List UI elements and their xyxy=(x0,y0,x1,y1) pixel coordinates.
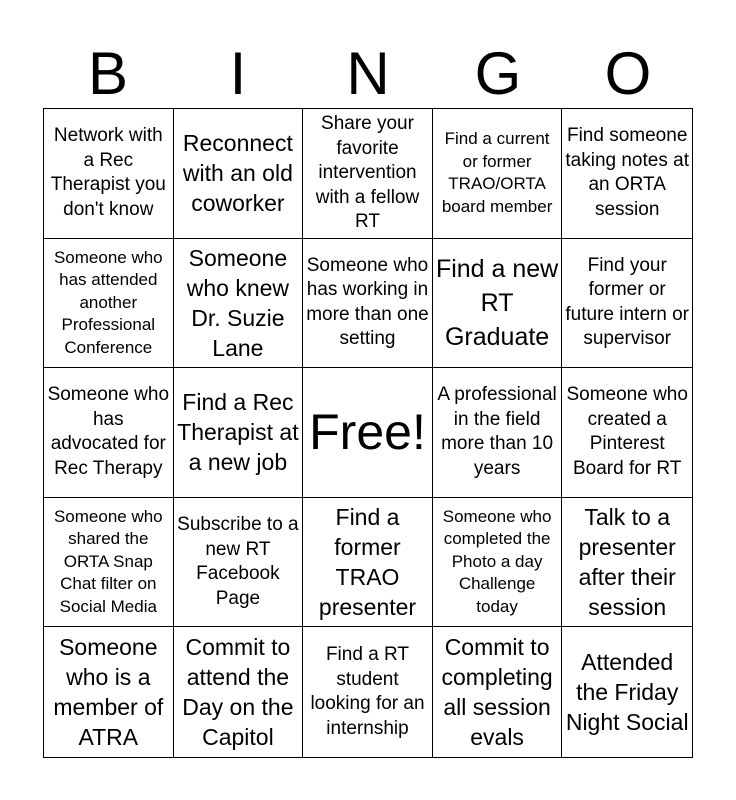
cell-text: Someone who has attended another Professional Conference xyxy=(53,247,163,357)
bingo-cell-r2c4[interactable] xyxy=(433,239,563,369)
bingo-card-grid xyxy=(43,108,693,758)
cell-text: Someone who created a Pinterest Board for RT xyxy=(566,384,688,479)
cell-text: Someone who is a member of ATRA xyxy=(53,634,164,751)
bingo-cell-free-space[interactable] xyxy=(303,368,433,498)
cell-text: Find a current or former TRAO/ORTA board member xyxy=(441,129,553,216)
bingo-cell-r3c5[interactable] xyxy=(562,368,692,498)
bingo-header xyxy=(43,40,693,108)
bingo-cell-r1c1[interactable] xyxy=(44,109,174,239)
cell-text: Subscribe to a new RT Facebook Page xyxy=(177,514,299,609)
cell-text: Find a new RT Graduate xyxy=(435,254,559,351)
cell-text: Talk to a presenter after their session xyxy=(578,504,676,621)
bingo-cell-r4c3[interactable] xyxy=(303,498,433,628)
bingo-cell-r2c3[interactable] xyxy=(303,239,433,369)
bingo-cell-r2c2[interactable] xyxy=(174,239,304,369)
cell-text: Find a Rec Therapist at a new job xyxy=(177,389,299,476)
bingo-cell-r5c4[interactable] xyxy=(433,627,563,757)
cell-text: Network with a Rec Therapist you don't know xyxy=(50,125,166,220)
cell-text: Find a RT student looking for an internship xyxy=(310,644,425,739)
header-letter-o: O xyxy=(604,40,652,107)
header-letter-i: I xyxy=(229,40,247,107)
cell-text: A professional in the field more than 10 years xyxy=(437,384,557,479)
bingo-cell-r1c2[interactable] xyxy=(174,109,304,239)
bingo-cell-r2c1[interactable] xyxy=(44,239,174,369)
cell-text: Someone who knew Dr. Suzie Lane xyxy=(186,244,290,361)
bingo-cell-r3c4[interactable] xyxy=(433,368,563,498)
cell-text: Find your former or future intern or supervisor xyxy=(565,254,689,350)
cell-text: Someone who has working in more than one setting xyxy=(306,254,429,350)
bingo-cell-r2c5[interactable] xyxy=(562,239,692,369)
cell-text: Find a former TRAO presenter xyxy=(318,504,417,621)
cell-text: Commit to attend the Day on the Capitol xyxy=(182,634,294,751)
cell-text: Someone who completed the Photo a day Challenge today xyxy=(442,506,552,616)
bingo-cell-r1c5[interactable] xyxy=(562,109,692,239)
bingo-cell-r4c5[interactable] xyxy=(562,498,692,628)
cell-text: Someone who has advocated for Rec Therapy xyxy=(47,384,170,479)
bingo-cell-r1c4[interactable] xyxy=(433,109,563,239)
cell-text: Commit to completing all session evals xyxy=(441,634,553,751)
bingo-cell-r5c1[interactable] xyxy=(44,627,174,757)
bingo-cell-r4c2[interactable] xyxy=(174,498,304,628)
bingo-cell-r4c4[interactable] xyxy=(433,498,563,628)
bingo-cell-r3c2[interactable] xyxy=(174,368,304,498)
bingo-cell-r1c3[interactable] xyxy=(303,109,433,239)
bingo-cell-r5c3[interactable] xyxy=(303,627,433,757)
bingo-cell-r3c1[interactable] xyxy=(44,368,174,498)
cell-text: Free! xyxy=(309,404,426,461)
bingo-cell-r5c2[interactable] xyxy=(174,627,304,757)
header-letter-b: B xyxy=(87,40,129,107)
header-letter-g: G xyxy=(474,40,522,107)
cell-text: Reconnect with an old coworker xyxy=(182,130,293,217)
cell-text: Share your favorite intervention with a fellow RT xyxy=(315,113,420,233)
header-letter-n: N xyxy=(346,40,390,107)
bingo-cell-r5c5[interactable] xyxy=(562,627,692,757)
bingo-cell-r4c1[interactable] xyxy=(44,498,174,628)
cell-text: Find someone taking notes at an ORTA session xyxy=(565,125,689,220)
cell-text: Someone who shared the ORTA Snap Chat filter on Social Media xyxy=(53,506,163,616)
cell-text: Attended the Friday Night Social xyxy=(565,649,689,736)
